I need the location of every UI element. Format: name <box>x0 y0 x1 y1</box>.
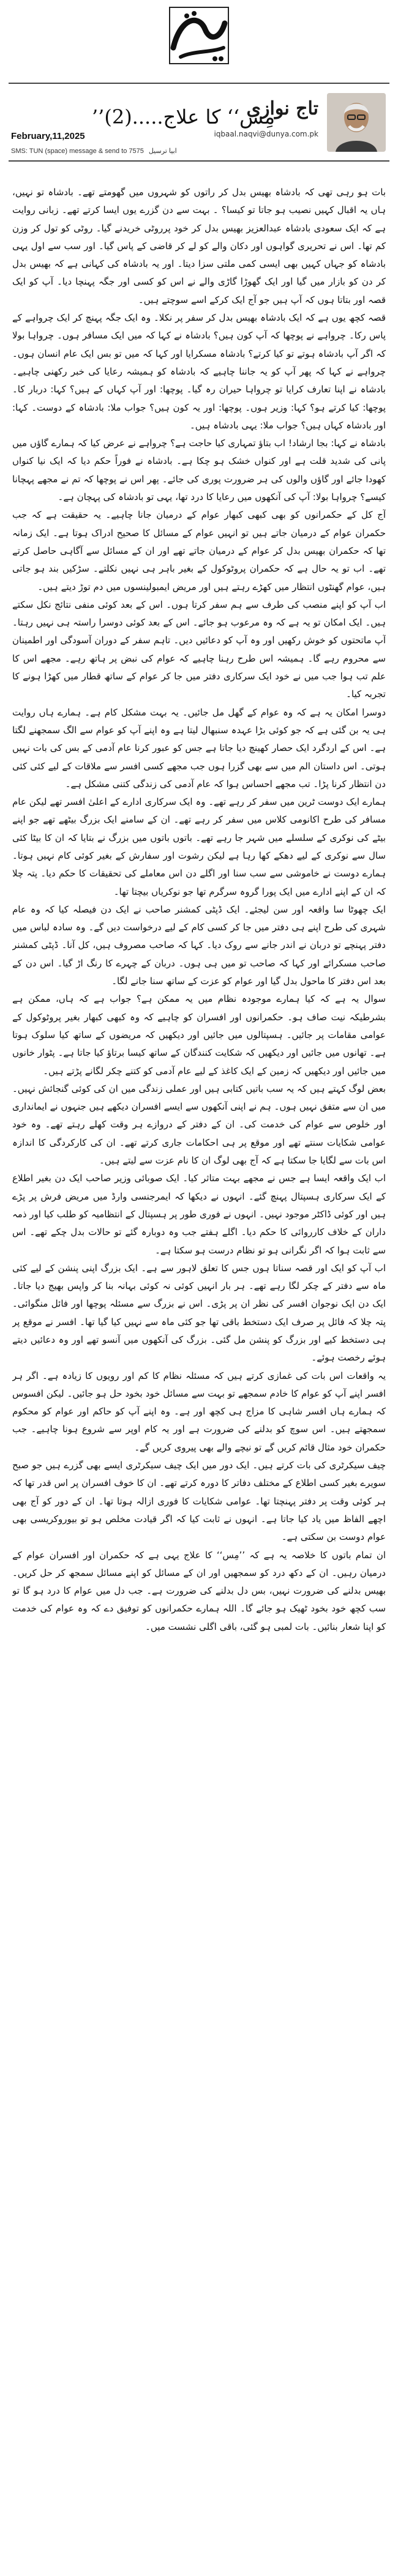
column-title: ’’مِس‘‘ کا علاج.....(2) <box>92 105 275 129</box>
article-paragraph: ان تمام باتوں کا خلاصہ یہ ہے کہ ’’مِس‘‘ کا علاج یہی ہے کہ حکمران اور افسران عوام کے درمیان رہیں۔ ان کے دکھ درد کو سمجھیں اور ان کے مسائل کو اپنے مسائل سمجھ کر حل کریں۔ بھیس بدلنے کی ضرورت نہیں، بس دل بدلنے کی ضرورت ہے۔ جب دل میں عوام کا درد ہو گا تو سب کچھ خود بخود ٹھیک ہو جائے گا۔ اللہ ہمارے حکمرانوں کو توفیق دے کہ وہ عوام کی خدمت کو اپنا شعار بنائیں۔ بات لمبی ہو گئی، باقی اگلی نشست میں۔ <box>12 1549 386 1632</box>
article-paragraph: اب آپ کو اپنے منصب کی طرف سے ہم سفر کرتا ہوں۔ اس کے بعد کوئی منفی نتائج نکل سکتے ہیں۔ ایک امکان تو یہ ہے کہ وہ مرعوب ہو جائے۔ اس کے بعد کوئی دوسرا راستہ ہی نہیں رہتا۔ آپ ماتحتوں کو خوش رکھیں اور وہ آپ کو دعائیں دیں۔ تاہم سفر کے دوران آسودگی اور اطمینان سے محروم رہے گا۔ ہمیشہ اس طرح رہنا چاہیے کہ عوام کی نبض پر ہاتھ رہے۔ مجھے اس کا علم تب ہوا جب میں نے خود ایک سرکاری دفتر میں جا کر عوام کے ساتھ قطار میں کھڑا ہونے کا تجربہ کیا۔ <box>12 599 386 700</box>
article-paragraph: یہ واقعات اس بات کی غمازی کرتے ہیں کہ مسئلہ نظام کا کم اور رویوں کا زیادہ ہے۔ اگر ہر افسر اپنے آپ کو عوام کا خادم سمجھے تو بہت سے مسائل خود بخود حل ہو جائیں۔ لیکن افسوس کہ ہمارے ہاں افسر شاہی کا مزاج ہی کچھ اور ہے۔ وہ اپنے آپ کو حاکم اور عوام کو محکوم سمجھتے ہیں۔ اس سوچ کو بدلنے کی ضرورت ہے اور یہ کام اوپر سے شروع ہونا چاہیے۔ جب حکمران خود مثال قائم کریں گے تو نیچے والے بھی پیروی کریں گے۔ <box>12 1370 386 1453</box>
sms-instruction-urdu: ابیا ترسیل <box>148 147 177 155</box>
article-paragraph: ہمارے ایک دوست ٹرین میں سفر کر رہے تھے۔ وہ ایک سرکاری ادارے کے اعلیٰ افسر تھے لیکن عام مسافر کی طرح اکانومی کلاس میں سفر کر رہے تھے۔ ان کے سامنے ایک بزرگ بیٹھے تھے جو اپنے بیٹے کی نوکری کے سلسلے میں شہر جا رہے تھے۔ باتوں باتوں میں بزرگ نے بتایا کہ ان کا بیٹا کئی سال سے نوکری کے لیے دھکے کھا رہا ہے لیکن رشوت اور سفارش کے بغیر کوئی کام نہیں ہوتا۔ ہمارے دوست نے خاموشی سے سب سنا اور اگلے دن اس معاملے کی تحقیقات کا حکم دیا۔ پتہ چلا کہ ان کے اپنے ادارے میں ایک پورا گروہ سرگرم تھا جو نوکریاں بیچتا تھا۔ <box>12 796 386 897</box>
article-body <box>12 184 386 2558</box>
article-paragraph: چیف سیکرٹری کی بات کرتے ہیں۔ ایک دور میں ایک چیف سیکرٹری ایسے بھی گزرے ہیں جو صبح سویرے بغیر کسی اطلاع کے مختلف دفاتر کا دورہ کرتے تھے۔ ان کا خوف افسران پر اس قدر تھا کہ ہر کوئی وقت پر دفتر پہنچتا تھا۔ عوامی شکایات کا فوری ازالہ ہوتا تھا۔ ان کے دور کو آج بھی اچھے الفاظ میں یاد کیا جاتا ہے۔ انہوں نے ثابت کیا کہ اگر قیادت مخلص ہو تو بیوروکریسی بھی عوام دوست بن سکتی ہے۔ <box>12 1460 386 1543</box>
article-paragraph: دوسرا امکان یہ ہے کہ وہ عوام کے گھل مل جائیں۔ یہ بہت مشکل کام ہے۔ ہمارے ہاں روایت ہی یہ بن گئی ہے کہ جو کوئی بڑا عہدہ سنبھال لیتا ہے وہ اپنے آپ کو عوام سے الگ سمجھنے لگتا ہے۔ اس کے اردگرد ایک حصار کھینچ دیا جاتا ہے جس کو عبور کرنا عام آدمی کے بس کی بات نہیں ہوتی۔ اس داستان الم میں سے بھی گزرا ہوں جب مجھے کسی افسر سے ملاقات کے لیے کئی کئی دن انتظار کرنا پڑا۔ تب مجھے احساس ہوا کہ عام آدمی کی زندگی کتنی مشکل ہے۔ <box>12 706 386 790</box>
article-paragraph: اب آپ کو ایک اور قصہ سناتا ہوں جس کا تعلق لاہور سے ہے۔ ایک بزرگ اپنی پنشن کے لیے کئی ماہ سے دفتر کے چکر لگا رہے تھے۔ ہر بار انہیں کوئی نہ کوئی بہانہ بنا کر واپس بھیج دیا جاتا۔ ایک دن ایک نوجوان افسر کی نظر ان پر پڑی۔ اس نے بزرگ سے مسئلہ پوچھا اور فائل منگوائی۔ پتہ چلا کہ فائل پر صرف ایک دستخط باقی تھا جو کئی ماہ سے نہیں کیا گیا تھا۔ افسر نے موقع پر ہی دستخط کیے اور بزرگ کو پنشن مل گئی۔ بزرگ کی آنکھوں میں آنسو تھے اور وہ دعائیں دیتے ہوئے رخصت ہوئے۔ <box>12 1262 386 1364</box>
publication-date: February,11,2025 <box>11 131 85 141</box>
article-paragraph: قصہ کچھ یوں ہے کہ ایک بادشاہ بھیس بدل کر سفر پر نکلا۔ وہ ایک جگہ پہنچ کر ایک چرواہے کے پاس رکا۔ چرواہے نے پوچھا کہ آپ کون ہیں؟ بادشاہ نے کہا کہ میں ایک مسافر ہوں۔ چرواہا بولا کہ اگر آپ بادشاہ ہوتے تو کیا کرتے؟ بادشاہ مسکرایا اور کہا کہ میں تو بس ایک عام انسان ہوں۔ چرواہے نے کہا کہ پھر آپ کو یہ جاننا چاہیے کہ بادشاہ کو ہمیشہ رعایا کی خبر رکھنی چاہیے۔ بادشاہ نے اپنا تعارف کرایا تو چرواہا حیران رہ گیا۔ پوچھا: اور آپ کہاں کے ہیں؟ کہا: دربار کا۔ پوچھا: کیا کرتے ہو؟ کہا: وزیر ہوں۔ پوچھا: اور یہ کون ہیں؟ جواب ملا: بادشاہ کے دوست۔ کہا: اور بادشاہ کہاں ہیں؟ جواب ملا: یہی بادشاہ ہیں۔ <box>12 312 386 431</box>
article-paragraph: بعض لوگ کہتے ہیں کہ یہ سب باتیں کتابی ہیں اور عملی زندگی میں ان کی کوئی گنجائش نہیں۔ میں ان سے متفق نہیں ہوں۔ ہم نے اپنی آنکھوں سے ایسے افسران دیکھے ہیں جنہوں نے ایمانداری اور خلوص سے عوام کی خدمت کی۔ ان کے دفتر کے دروازے ہر وقت کھلے رہتے تھے۔ وہ خود عوامی شکایات سنتے تھے اور موقع پر ہی احکامات جاری کرتے تھے۔ ان کی کارکردگی کا اندازہ اس بات سے لگایا جا سکتا ہے کہ آج بھی لوگ ان کا نام عزت سے لیتے ہیں۔ <box>12 1083 386 1167</box>
author-photo <box>327 93 386 152</box>
column-header <box>0 87 398 154</box>
article-paragraph: بات ہو رہی تھی کہ بادشاہ بھیس بدل کر راتوں کو شہروں میں گھومتے تھے۔ بادشاہ تو نہیں، ہاں یہ اقبال کہیں نصیب ہو جاتا تو کیسا؟ ۔ بہت سے دن گزرے یوں ایسا کرتے تھے۔ زبانی روایت ہے کہ ایک سعودی بادشاہ عبدالعزیز بھیس بدل کر خود پرروٹی خریدنے گیا۔ روٹی کو تول کر وزن کم تھا۔ اس نے تحریری گواہوں اور دکان والے کو لے کر قاضی کے پاس گیا۔ اور سب سے اول یہی بادشاہ کو جہاں کہیں بھی ایسی کمی ملتی سزا دیتا۔ اور یہ بادشاہ کی کہانی ہے کہ بھیس بدل کر دن کو بازار میں گیا اور ایک گھوڑا گاڑی والے نے اس کو کسی اور جگہ پہنچا دیا۔ آپ کو ایک قصہ اور بتاتا ہوں کہ آپ ہیں جو آج ایک کرکے اسے سوچتے ہیں۔ <box>12 187 386 305</box>
article-paragraph: آج کل کے حکمرانوں کو بھی کبھی کبھار عوام کے درمیان جانا چاہیے۔ یہ حقیقت ہے کہ جب حکمران عوام کے درمیان جاتے ہیں تو انہیں عوام کے مسائل کا صحیح ادراک ہوتا ہے۔ ایک زمانہ تھا کہ حکمران بھیس بدل کر عوام کے درمیان جاتے تھے اور ان کے مسائل سے آگاہی حاصل کرتے تھے۔ اب تو یہ حال ہے کہ حکمران پروٹوکول کے بغیر باہر ہی نہیں نکلتے۔ سڑکیں بند ہو جاتی ہیں، عوام گھنٹوں انتظار میں کھڑے رہتے ہیں اور مریض ایمبولینسوں میں دم توڑ دیتے ہیں۔ <box>12 509 386 592</box>
article-paragraph: ایک چھوٹا سا واقعہ اور سن لیجئے۔ ایک ڈپٹی کمشنر صاحب نے ایک دن فیصلہ کیا کہ وہ عام شہری کی طرح اپنے ہی دفتر میں جا کر کسی کام کے لیے درخواست دیں گے۔ وہ سادہ لباس میں دفتر پہنچے تو دربان نے اندر جانے سے روک دیا۔ کہا کہ صاحب مصروف ہیں، کل آنا۔ ڈپٹی کمشنر صاحب مسکرائے اور کہا کہ صاحب تو میں ہی ہوں۔ دربان کے چہرے کا رنگ اڑ گیا۔ اس دن کے بعد اس دفتر کا ماحول بدل گیا اور عوام کو عزت کے ساتھ سنا جانے لگا۔ <box>12 903 386 987</box>
sms-subscription-line <box>11 147 177 155</box>
sms-instruction: SMS: TUN (space) message & send to 7575 <box>11 147 144 155</box>
dunya-logo-icon <box>162 5 236 66</box>
author-email[interactable]: iqbaal.naqvi@dunya.com.pk <box>214 130 318 138</box>
article-paragraph: اب ایک واقعہ ایسا ہے جس نے مجھے بہت متاثر کیا۔ ایک صوبائی وزیر صاحب ایک دن بغیر اطلاع کے ایک سرکاری ہسپتال پہنچ گئے۔ انہوں نے دیکھا کہ ایمرجنسی وارڈ میں مریض فرش پر پڑے ہیں اور کوئی ڈاکٹر موجود نہیں۔ انہوں نے فوری طور پر ہسپتال کے انتظامیہ کو طلب کیا اور ذمہ داران کے خلاف کارروائی کا حکم دیا۔ اگلے ہفتے جب وہ دوبارہ گئے تو حالات بدل چکے تھے۔ اس سے ثابت ہوا کہ اگر نگرانی ہو تو نظام درست ہو سکتا ہے۔ <box>12 1173 386 1256</box>
article-paragraph: بادشاہ نے کہا: بجا ارشاد! اب بتاؤ تمہاری کیا حاجت ہے؟ چرواہے نے عرض کیا کہ ہمارے گاؤں میں پانی کی شدید قلت ہے اور کنواں خشک ہو چکا ہے۔ بادشاہ نے فوراً حکم دیا کہ ایک نیا کنواں کھودا جائے اور گاؤں والوں کی ہر ضرورت پوری کی جائے۔ پھر اس نے پوچھا کہ تم نے مجھے پہچانا کیسے؟ چرواہا بولا: آپ کی آنکھوں میں رعایا کا درد تھا، یہی تو بادشاہ کی پہچان ہے۔ <box>12 438 386 503</box>
masthead <box>0 0 398 73</box>
header-divider <box>9 160 389 162</box>
author-name: تاج نوازی <box>246 98 318 119</box>
article-paragraph: سوال یہ ہے کہ کیا ہمارے موجودہ نظام میں یہ ممکن ہے؟ جواب ہے کہ ہاں، ممکن ہے بشرطیکہ نیت صاف ہو۔ حکمرانوں اور افسران کو چاہیے کہ وہ کبھی کبھار بغیر پروٹوکول کے عوامی مقامات پر جائیں۔ ہسپتالوں میں جائیں اور دیکھیں کہ مریضوں کے ساتھ کیا سلوک ہوتا ہے۔ تھانوں میں جائیں اور دیکھیں کہ شکایت کنندگان کے ساتھ کیسا برتاؤ کیا جاتا ہے۔ پٹوار خانوں میں جائیں اور دیکھیں کہ زمین کے ایک کاغذ کے لیے عام آدمی کو کتنے چکر لگانے پڑتے ہیں۔ <box>12 993 386 1077</box>
top-divider <box>9 83 389 84</box>
